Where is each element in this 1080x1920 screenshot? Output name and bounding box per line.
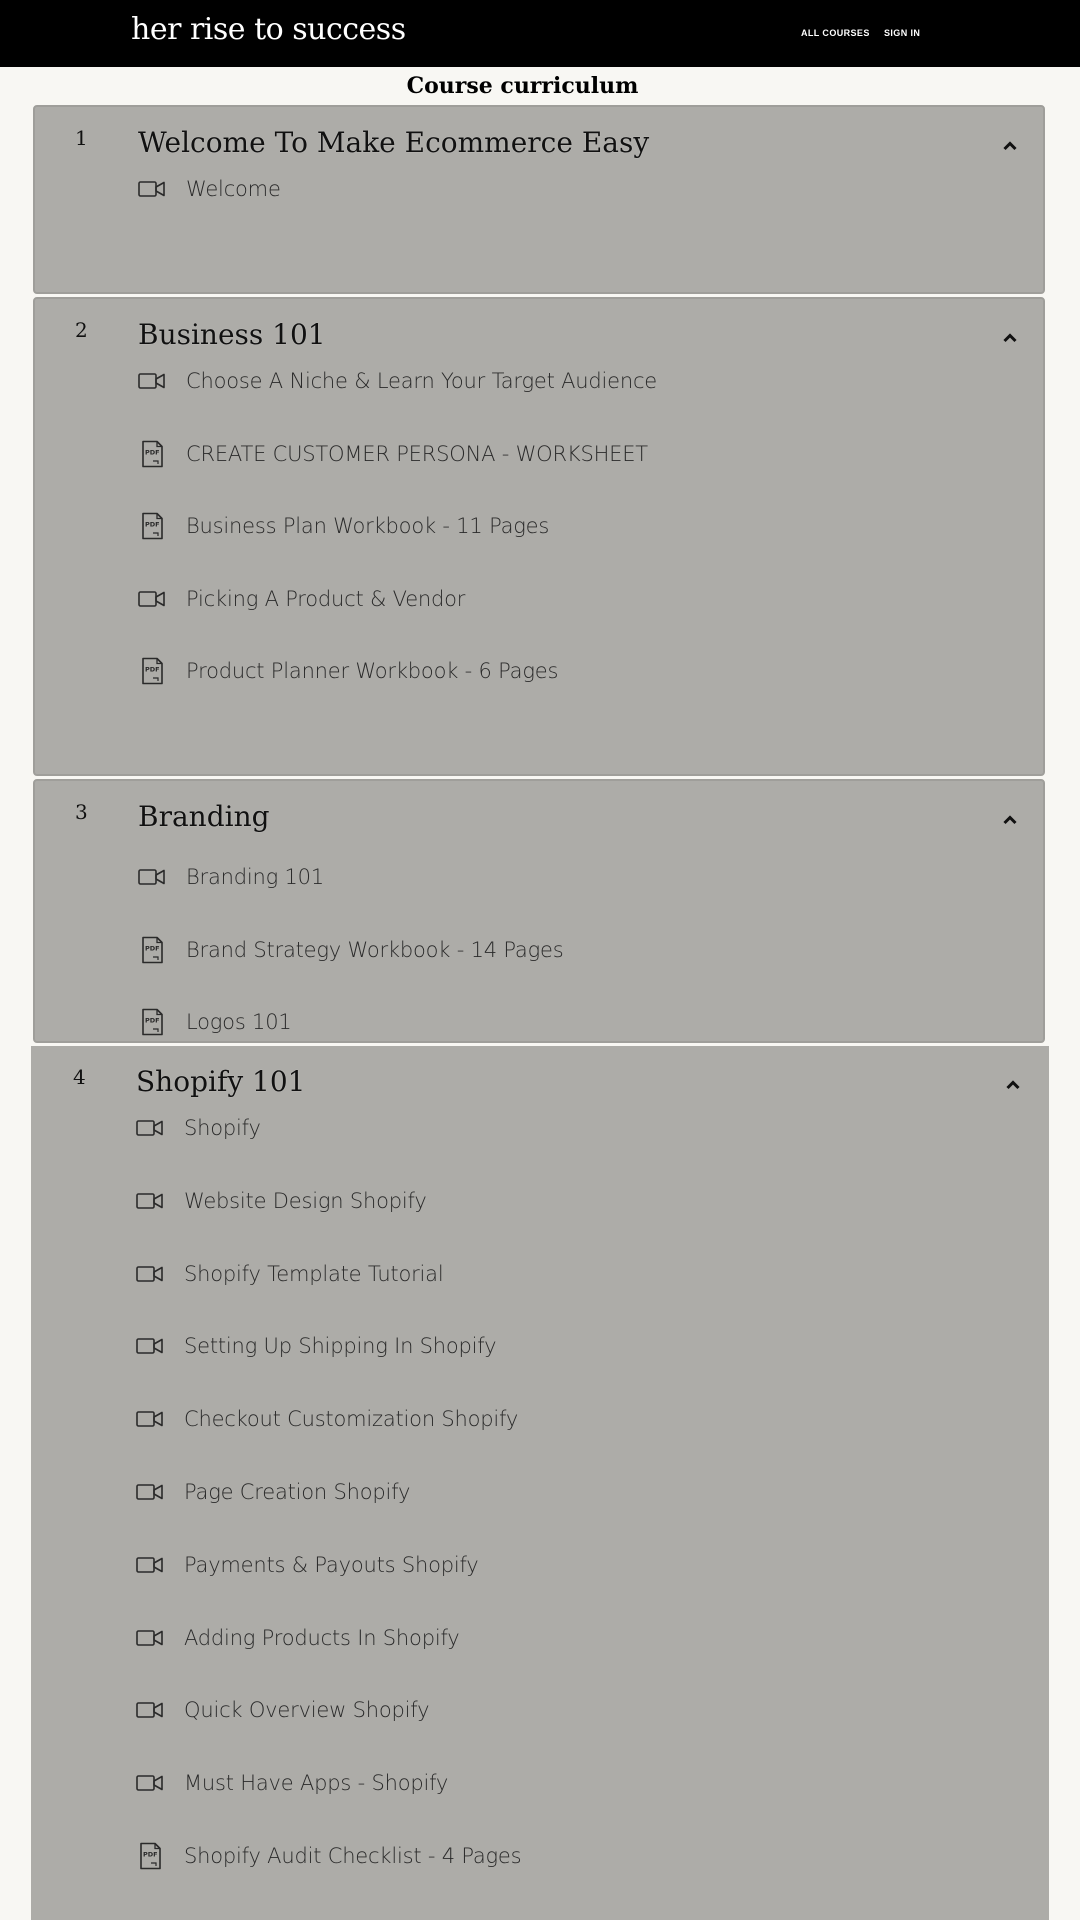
video-camera-icon	[135, 1186, 165, 1216]
lesson-item[interactable]	[135, 1761, 995, 1805]
video-camera-icon	[137, 174, 167, 204]
lesson-label: Setting Up Shipping In Shopify	[184, 1334, 497, 1359]
lesson-label: Welcome	[186, 177, 281, 201]
lesson-label: Logos 101	[186, 1010, 292, 1034]
lesson-label: Brand Strategy Workbook - 14 Pages	[186, 937, 564, 962]
video-camera-icon	[135, 1404, 165, 1434]
pdf-file-icon	[137, 935, 167, 965]
lesson-label: Page Creation Shopify	[184, 1480, 411, 1504]
section-title[interactable]: Welcome To Make Ecommerce Easy	[138, 126, 650, 159]
site-logo[interactable]: her rise to success	[131, 12, 406, 47]
chevron-up-icon[interactable]	[1001, 811, 1019, 829]
lesson-item[interactable]	[135, 1688, 995, 1732]
lesson-label: Choose A Niche & Learn Your Target Audience	[186, 369, 658, 393]
lesson-item[interactable]	[135, 1252, 995, 1296]
curriculum-title: Course curriculum	[406, 73, 639, 99]
nav-all-courses[interactable]: ALL COURSES	[801, 28, 870, 38]
video-camera-icon	[135, 1550, 165, 1580]
lesson-label: Payments & Payouts Shopify	[184, 1552, 479, 1577]
svg-text:PDF: PDF	[144, 520, 160, 529]
lesson-item[interactable]	[135, 1397, 995, 1441]
lesson-label: CREATE CUSTOMER PERSONA - WORKSHEET	[186, 441, 648, 466]
lesson-item[interactable]	[137, 504, 997, 548]
lesson-item[interactable]	[137, 1000, 997, 1043]
lesson-label: Business Plan Workbook - 11 Pages	[186, 514, 550, 538]
chevron-up-icon[interactable]	[1001, 329, 1019, 347]
svg-text:PDF: PDF	[144, 1016, 160, 1025]
video-camera-icon	[135, 1477, 165, 1507]
lesson-item[interactable]	[135, 1616, 995, 1660]
lesson-item[interactable]	[137, 649, 997, 693]
curriculum-section	[33, 297, 1045, 776]
lesson-item[interactable]	[137, 432, 997, 476]
section-title[interactable]: Shopify 101	[136, 1065, 306, 1098]
section-number: 3	[75, 800, 88, 824]
lesson-item[interactable]	[137, 855, 997, 899]
lesson-item[interactable]	[135, 1470, 995, 1514]
curriculum-section	[33, 105, 1045, 294]
curriculum-section	[31, 1046, 1049, 1920]
video-camera-icon	[137, 584, 167, 614]
section-number: 2	[75, 318, 88, 342]
chevron-up-icon[interactable]	[1004, 1076, 1022, 1094]
section-title[interactable]: Business 101	[138, 318, 326, 351]
pdf-file-icon	[137, 511, 167, 541]
lesson-item[interactable]	[135, 1834, 995, 1878]
lesson-label: Must Have Apps - Shopify	[184, 1771, 449, 1796]
pdf-file-icon	[135, 1841, 165, 1871]
lesson-item[interactable]	[135, 1324, 995, 1368]
video-camera-icon	[135, 1768, 165, 1798]
pdf-file-icon	[137, 1007, 167, 1037]
lesson-label: Product Planner Workbook - 6 Pages	[186, 659, 559, 683]
svg-text:PDF: PDF	[142, 1850, 158, 1859]
section-number: 4	[73, 1065, 86, 1089]
video-camera-icon	[135, 1259, 165, 1289]
lesson-item[interactable]	[137, 928, 997, 972]
lesson-item[interactable]	[135, 1543, 995, 1587]
video-camera-icon	[137, 366, 167, 396]
video-camera-icon	[135, 1331, 165, 1361]
pdf-file-icon	[137, 439, 167, 469]
chevron-up-icon[interactable]	[1001, 137, 1019, 155]
video-camera-icon	[135, 1623, 165, 1653]
curriculum-section	[33, 779, 1045, 1043]
section-number: 1	[75, 126, 88, 150]
lesson-item[interactable]	[135, 1106, 995, 1150]
lesson-label: Picking A Product & Vendor	[186, 586, 466, 611]
lesson-label: Shopify Audit Checklist - 4 Pages	[184, 1844, 522, 1868]
lesson-item[interactable]	[135, 1179, 995, 1223]
lesson-label: Website Design Shopify	[184, 1188, 427, 1213]
lesson-label: Shopify	[184, 1116, 261, 1140]
lesson-item[interactable]	[137, 577, 997, 621]
video-camera-icon	[137, 862, 167, 892]
site-header	[0, 0, 1080, 67]
pdf-file-icon	[137, 656, 167, 686]
svg-text:PDF: PDF	[144, 944, 160, 952]
lesson-item[interactable]	[137, 167, 997, 211]
nav-sign-in[interactable]: SIGN IN	[884, 28, 921, 38]
svg-text:PDF: PDF	[144, 448, 160, 456]
video-camera-icon	[135, 1113, 165, 1143]
svg-text:PDF: PDF	[144, 665, 160, 674]
lesson-label: Checkout Customization Shopify	[184, 1407, 519, 1432]
lesson-label: Adding Products In Shopify	[184, 1625, 460, 1650]
lesson-item[interactable]	[137, 359, 997, 403]
lesson-label: Branding 101	[186, 865, 324, 889]
section-title[interactable]: Branding	[138, 800, 270, 833]
video-camera-icon	[135, 1695, 165, 1725]
lesson-label: Quick Overview Shopify	[184, 1698, 430, 1723]
lesson-label: Shopify Template Tutorial	[184, 1261, 444, 1286]
